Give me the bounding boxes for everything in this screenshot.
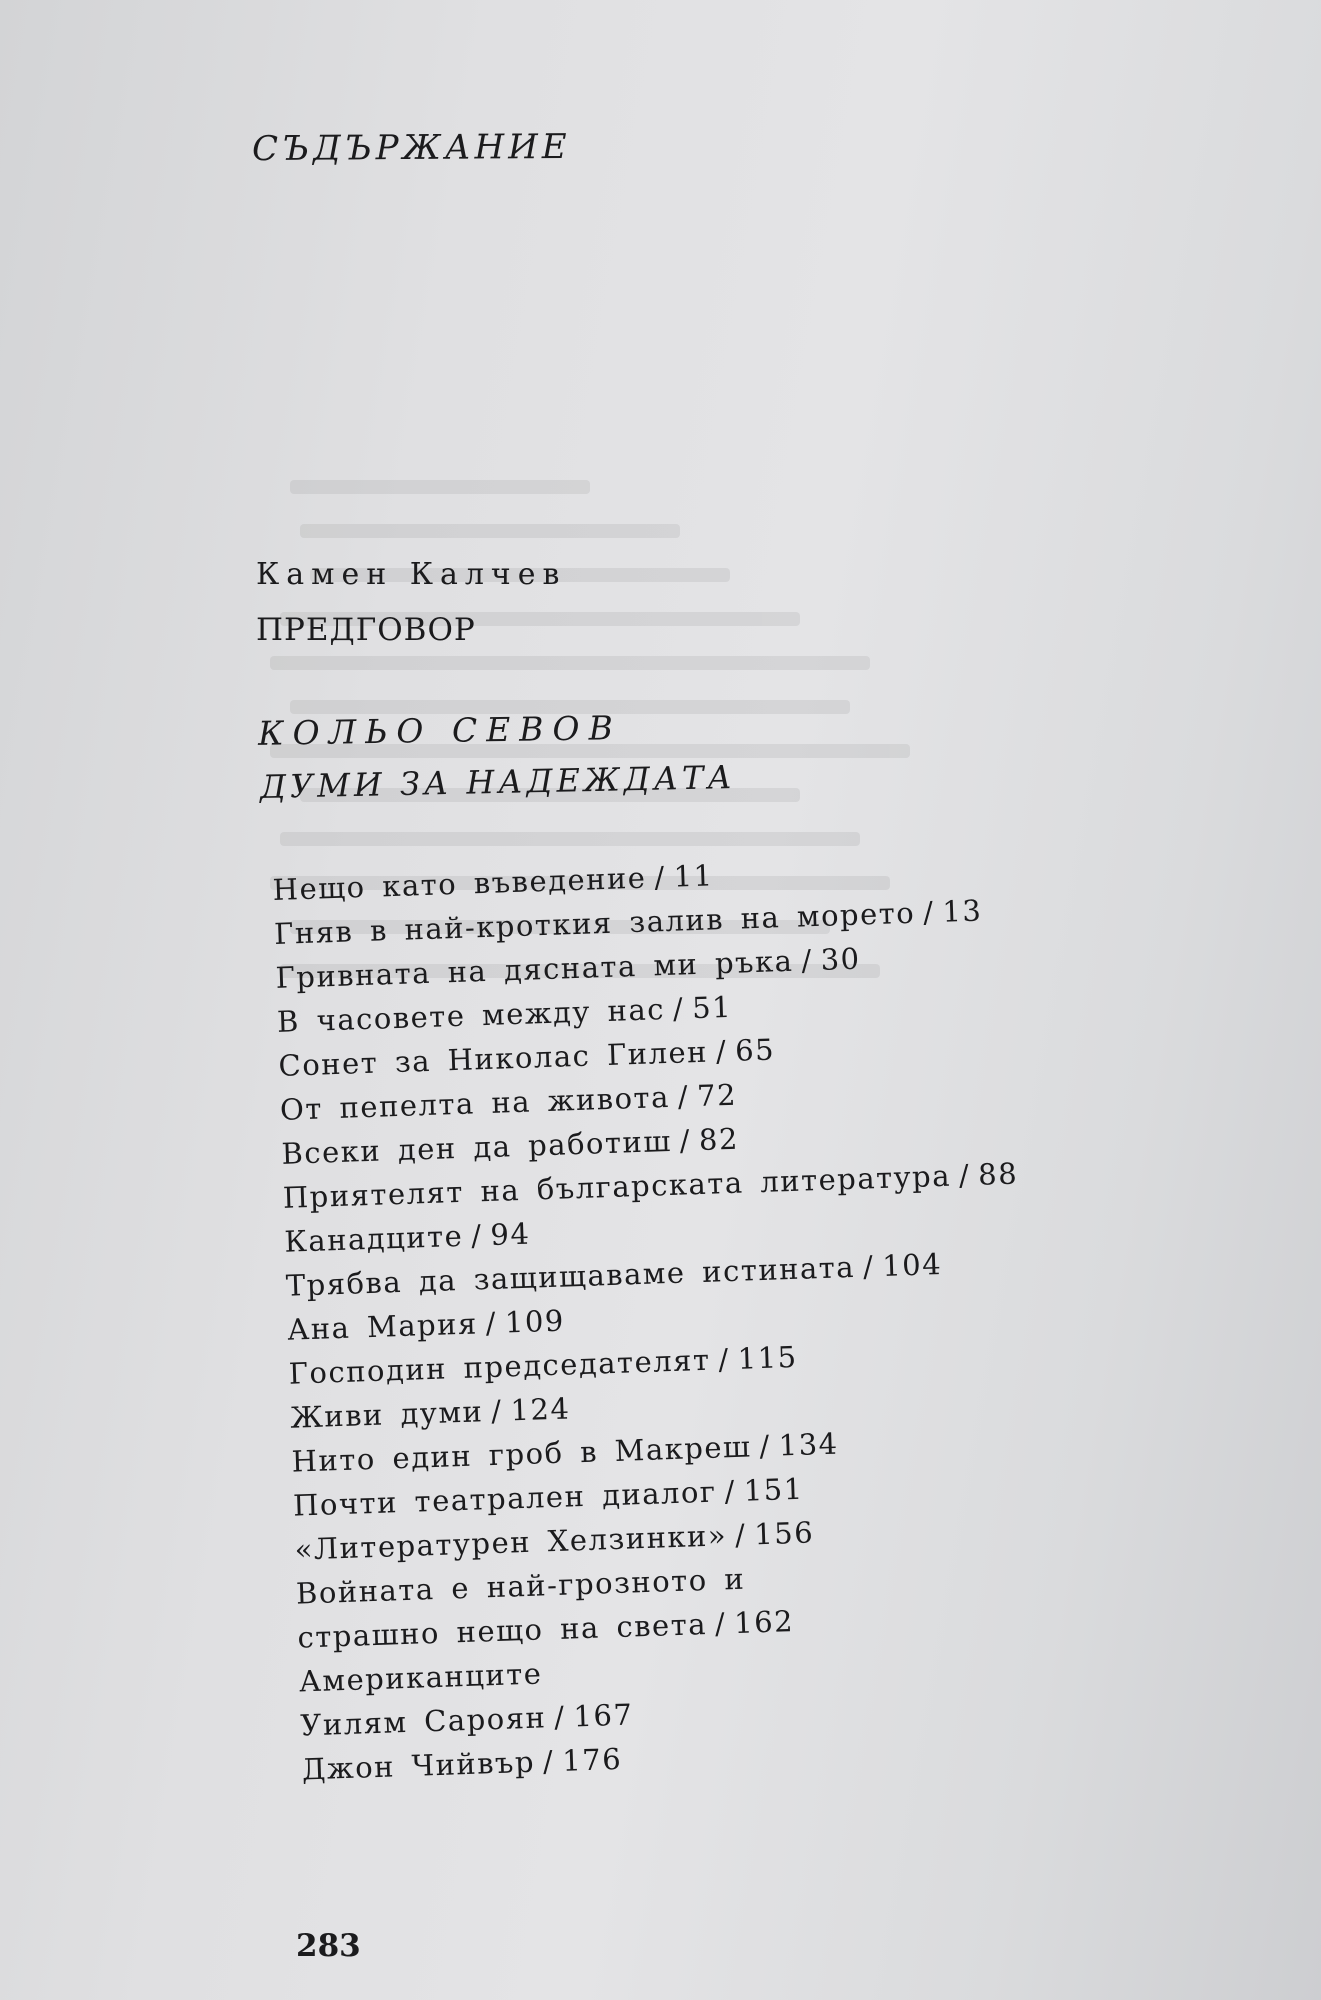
toc-entry-title: Уилям Сароян [299,1700,547,1743]
toc-entry-page: 104 [881,1247,943,1283]
toc-separator: / [679,1123,692,1158]
toc-entry-page: 51 [691,989,733,1026]
toc-entry-page: 30 [820,941,862,977]
toc-separator: / [734,1517,747,1553]
preface-author: Камен Калчев [256,557,567,592]
toc-entry-title: Трябва да защищаваме истината [285,1249,856,1303]
toc-entry-page: 134 [778,1426,840,1463]
toc-entry-page: 151 [743,1471,805,1508]
toc-separator: / [714,1606,727,1641]
main-author: КОЛЬО СЕВОВ [257,708,623,753]
toc-entry-title: Сонет за Николас Гилен [278,1034,709,1083]
toc-entry-title: «Литературен Хелзинки» [294,1518,728,1567]
toc-entry-page: 115 [737,1339,799,1376]
toc-separator: / [758,1428,772,1464]
toc-entry-title: Джон Чийвър [301,1744,536,1787]
toc-separator: / [672,991,685,1026]
toc-entry-page: 94 [489,1216,531,1252]
toc-separator: / [490,1393,504,1429]
toc-entry-title: Нито един гроб в Макреш [291,1429,752,1479]
toc-entry-title: Нещо като въведение [272,860,647,907]
toc-separator: / [922,895,935,930]
toc-entry-page: 88 [977,1156,1019,1192]
toc-entry-title: Ана Мария [286,1306,479,1347]
toc-separator: / [958,1158,971,1193]
toc-separator: / [715,1034,728,1069]
toc-entry-page: 124 [509,1391,571,1428]
toc-separator: / [470,1218,484,1253]
toc-entry-page: 109 [504,1303,566,1340]
toc-entry-title: страшно нещо на света [296,1607,708,1655]
toc-entry-page: 167 [572,1697,634,1734]
toc-entry-page: 156 [753,1515,815,1552]
toc-entry-title: Приятелят на българската литература [282,1158,952,1215]
toc-entry-title: В часовете между нас [276,992,666,1039]
toc-separator: / [653,859,667,895]
toc-entry-page: 13 [941,893,983,929]
table-of-contents [272,844,1038,1792]
book-title: ДУМИ ЗА НАДЕЖДАТА [259,758,736,806]
toc-entry-title: Всеки ден да работиш [280,1123,673,1171]
page-number: 283 [296,1928,361,1964]
toc-entry-page: 11 [673,858,715,894]
toc-separator: / [717,1342,731,1377]
toc-entry-title: Живи думи [289,1394,484,1435]
toc-separator: / [553,1699,567,1735]
toc-entry-page: 162 [733,1604,795,1641]
toc-entry-page: 176 [561,1741,623,1778]
toc-entry-page: 82 [698,1121,740,1157]
toc-separator: / [542,1744,555,1779]
toc-entry-title: Войната е най-грозното и [295,1561,746,1611]
toc-separator: / [800,943,814,978]
toc-entry-title: Гняв в най-кроткия залив на морето [273,895,916,951]
preface-title: ПРЕДГОВОР [256,612,476,648]
toc-entry-page: 65 [734,1032,776,1068]
toc-separator: / [677,1079,690,1114]
toc-entry-title: Канадците [283,1218,464,1259]
toc-entry-title: Гривната на дясната ми ръка [275,943,794,995]
toc-entry-page: 72 [696,1077,738,1114]
toc-entry-title: Почти театрален диалог [292,1474,718,1523]
toc-separator: / [723,1473,737,1509]
toc-entry-title: От пепелта на живота [279,1079,671,1127]
toc-entry-title: Господин председателят [288,1342,711,1391]
contents-heading: СЪДЪРЖАНИЕ [251,126,571,170]
toc-entry-title: Американците [298,1656,543,1699]
toc-separator: / [485,1305,498,1341]
toc-separator: / [862,1249,875,1284]
